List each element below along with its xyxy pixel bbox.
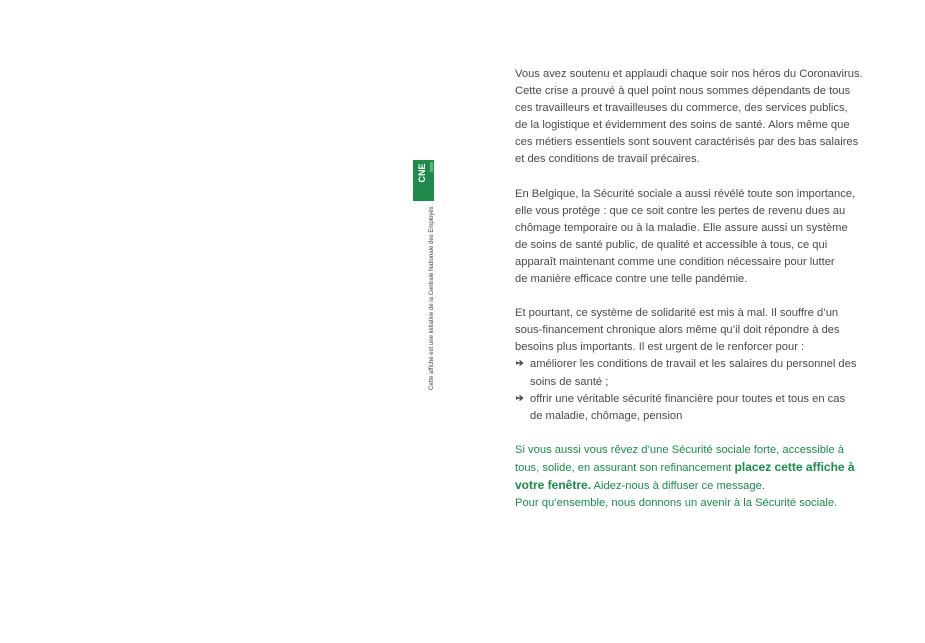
text-line: elle vous protège : que ce soit contre les pertes de revenu dues au: [515, 204, 846, 217]
logo-accent: [430, 162, 433, 172]
text-line: et des conditions de travail précaires.: [515, 153, 700, 166]
cta-emphasis: votre fenêtre.: [515, 477, 592, 492]
paragraph-2: [515, 186, 867, 289]
cne-logo: [413, 160, 434, 201]
credit-text: Cette affiche est une initiative de la Centrale Nationale des Employés: [429, 206, 435, 390]
cta-line: [515, 459, 867, 477]
text-line: Et pourtant, ce système de solidarité est mis à mal. Il souffre d’un: [515, 307, 839, 320]
paragraph-gap: [515, 288, 867, 305]
bullet-line: améliorer les conditions de travail et les salaires du personnel des: [530, 358, 857, 371]
bullet-line: de maladie, chômage, pension: [530, 409, 683, 422]
text-line: apparaît maintenant comme une condition nécessaire pour lutter: [515, 255, 835, 268]
list-item: [515, 391, 867, 425]
arrow-bullet-icon: [515, 356, 525, 376]
cta-text: tous, solide, en assurant son refinancement: [515, 461, 735, 474]
text-line: Cette crise a prouvé à quel point nous sommes dépendants de tous: [515, 85, 851, 98]
bullet-line: offrir une véritable sécurité financière pour toutes et tous en cas: [530, 392, 846, 405]
text-line: En Belgique, la Sécurité sociale a aussi révélé toute son importance,: [515, 187, 856, 200]
paragraph-gap: [515, 425, 867, 442]
paragraph-1: [515, 66, 867, 169]
paragraph-3: [515, 305, 867, 425]
cta-text: Aidez-nous à diffuser ce message.: [591, 479, 765, 492]
cta-line: Pour qu’ensemble, nous donnons un avenir à la Sécurité sociale.: [515, 497, 838, 510]
text-line: ces métiers essentiels sont souvent caractérisés par des bas salaires: [515, 136, 859, 149]
bullet-line: soins de santé ;: [530, 375, 609, 388]
call-to-action: [515, 442, 867, 512]
logo-wordmark: CNE: [417, 163, 427, 183]
text-line: de la logistique et évidemment des soins de santé. Alors même que: [515, 119, 850, 132]
vertical-credit: [427, 205, 437, 390]
text-line: besoins plus importants. Il est urgent de le renforcer pour :: [515, 341, 805, 354]
text-line: Vous avez soutenu et applaudi chaque soir nos héros du Coronavirus.: [515, 68, 863, 80]
text-line: de soins de santé public, de qualité et accessible à tous, ce qui: [515, 238, 828, 251]
main-text-column: [515, 66, 867, 512]
arrow-bullet-icon: [515, 391, 525, 411]
text-line: ces travailleurs et travailleuses du commerce, des services publics,: [515, 102, 848, 115]
paragraph-gap: [515, 169, 867, 186]
text-line: chômage temporaire ou à la maladie. Elle assure aussi un système: [515, 221, 848, 234]
cta-emphasis: placez cette affiche à: [734, 459, 855, 474]
text-line: de manière efficace contre une telle pandémie.: [515, 273, 748, 286]
demands-list: [515, 356, 867, 424]
cta-line: Si vous aussi vous rêvez d’une Sécurité sociale forte, accessible à: [515, 443, 844, 456]
cta-line: [515, 477, 867, 495]
text-line: sous-financement chronique alors même qu’il doit répondre à des: [515, 324, 840, 337]
list-item: [515, 356, 867, 390]
